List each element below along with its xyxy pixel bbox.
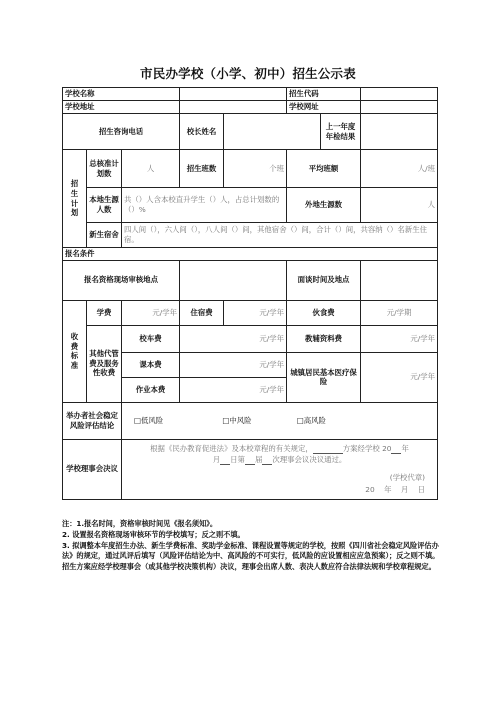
field-tuition[interactable]: 元/学年 [122,300,180,325]
field-food-fee[interactable]: 元/学期 [361,300,438,325]
field-risk-options [122,402,438,439]
resolution-blank-year[interactable] [391,445,401,454]
row-school-address [63,101,438,114]
label-avg-class: 平均班额 [287,150,361,188]
resolution-text-4: 月 [212,454,221,464]
resolution-text-3: 年 [401,443,409,453]
label-exercise-book: 作业本费 [122,377,180,402]
note-item: 招生方案应经学校理事会（或其他学校决策机构）决议，理事会出席人数、表决人数应符合法律法规和学校章程规定。 [62,562,436,572]
label-conditions: 报名条件 [63,248,438,261]
resolution-text-1: 根据《民办教育促进法》及本校章程的有关规定， [150,443,313,453]
field-enroll-code[interactable] [361,88,438,101]
label-nonlocal-count: 外地生源数 [287,188,361,223]
label-interview-time: 面谈时间及地点 [287,260,361,300]
risk-low-checkbox[interactable]: □低风险 [134,415,164,425]
label-school-website: 学校网址 [287,101,361,114]
field-last-year-inspection[interactable] [361,114,438,150]
row-new-boarding [63,223,438,248]
row-review-location [63,260,438,300]
field-school-address[interactable] [180,101,287,114]
label-local-count: 本地生源人数 [87,188,122,223]
resolution-text-7: 次理事会议决议通过。 [272,454,347,464]
risk-high-checkbox[interactable]: □高风险 [296,415,326,425]
row-school-name [63,88,438,101]
field-school-name[interactable] [180,88,287,101]
field-review-location[interactable] [180,260,287,300]
row-risk-assessment [63,402,438,439]
field-teaching-materials[interactable]: 元/学年 [361,325,438,352]
label-medical-insurance: 城镇居民基本医疗保险 [287,352,361,402]
label-consult-phone: 招生咨询电话 [63,114,180,150]
label-school-name: 学校名称 [63,88,180,101]
resolution-blank-session[interactable] [245,456,255,465]
label-principal-name: 校长姓名 [180,114,224,150]
label-tuition: 学费 [87,300,122,325]
label-dorm-fee: 住宿费 [180,300,224,325]
row-conditions [63,248,438,261]
label-board-resolution: 学校理事会决议 [63,439,122,499]
field-enroll-classes[interactable]: 个班 [224,150,287,188]
label-risk-assessment: 举办者社会稳定风险评估结论 [63,402,122,439]
label-food-fee: 伙食费 [287,300,361,325]
label-enroll-code: 招生代码 [287,88,361,101]
field-interview-time[interactable] [361,260,438,300]
field-local-count[interactable]: 共（）人含本校直升学生（）人，占总计划数的（）% [122,188,287,223]
label-school-address: 学校地址 [63,101,180,114]
resolution-blank-plan[interactable] [313,445,343,454]
label-last-year-inspection: 上一年度年检结果 [321,114,361,150]
field-bus-fee[interactable]: 元/学年 [180,325,287,352]
row-tuition [63,300,438,325]
enrollment-form-table [62,87,438,500]
note-item: 3. 拟调整本年度招生办法、新生学费标准、奖助学金标准、课程设置等规定的学校，按照《四川省社会稳定风险评估办法》的规定，通过风评后填写（风险评估结论为中、高风险的不可实行，低风险的应设置相应应急预案）；反之则不填。 [62,540,440,561]
field-principal-name[interactable] [224,114,321,150]
row-bus-fee [63,325,438,352]
label-teaching-materials: 教辅资料费 [287,325,361,352]
row-total-plan [63,150,438,188]
row-local-count [63,188,438,223]
field-exercise-book[interactable]: 元/学年 [180,377,287,402]
field-dorm-fee[interactable]: 元/学年 [224,300,287,325]
label-enroll-classes: 招生班数 [180,150,224,188]
resolution-blank-day[interactable] [220,456,230,465]
label-plan-side: 招 生 计 划 [63,150,87,248]
resolution-date: 20 年 月 日 [365,485,426,495]
label-bus-fee: 校车费 [122,325,180,352]
row-board-resolution [63,439,438,499]
field-medical-insurance[interactable]: 元/学年 [361,352,438,402]
field-total-plan[interactable]: 人 [122,150,180,188]
label-new-boarding: 新生宿舍 [87,223,122,248]
label-fee-side: 收 费 标 准 [63,300,87,402]
page-title: 市民办学校（小学、初中）招生公示表 [140,66,356,81]
row-contact [63,114,438,150]
resolution-text-6: 届 [254,454,263,464]
note-item: 注：1.报名时间，资格审核时间见《报名须知》。 [62,519,218,528]
label-review-location: 报名资格现场审核地点 [63,260,180,300]
resolution-text-2: 方案经学校 20 [342,443,392,453]
field-school-website[interactable] [361,101,438,114]
field-avg-class[interactable]: 人/班 [361,150,438,188]
field-new-boarding[interactable]: 四人间（），六人间（），八人间（）间，其他宿舍（）间，合计（）间，共容纳（）名新生住宿。 [122,223,438,248]
label-other-fees: 其他代管费及服务性收费 [87,325,122,402]
field-nonlocal-count[interactable]: 人 [361,188,438,223]
resolution-seal: (学校代章) [389,472,426,482]
risk-mid-checkbox[interactable]: □中风险 [222,415,252,425]
note-item: 2. 设置报名资格现场审核环节的学校填写；反之则不填。 [62,529,245,539]
notes-section [62,519,442,573]
field-textbook-fee[interactable]: 元/学年 [180,352,287,377]
field-board-resolution [122,439,438,499]
resolution-blank-meeting[interactable] [262,456,272,465]
label-textbook-fee: 课本费 [122,352,180,377]
resolution-text-5: 日第 [230,454,245,464]
label-total-plan: 总核准计划数 [87,150,122,188]
